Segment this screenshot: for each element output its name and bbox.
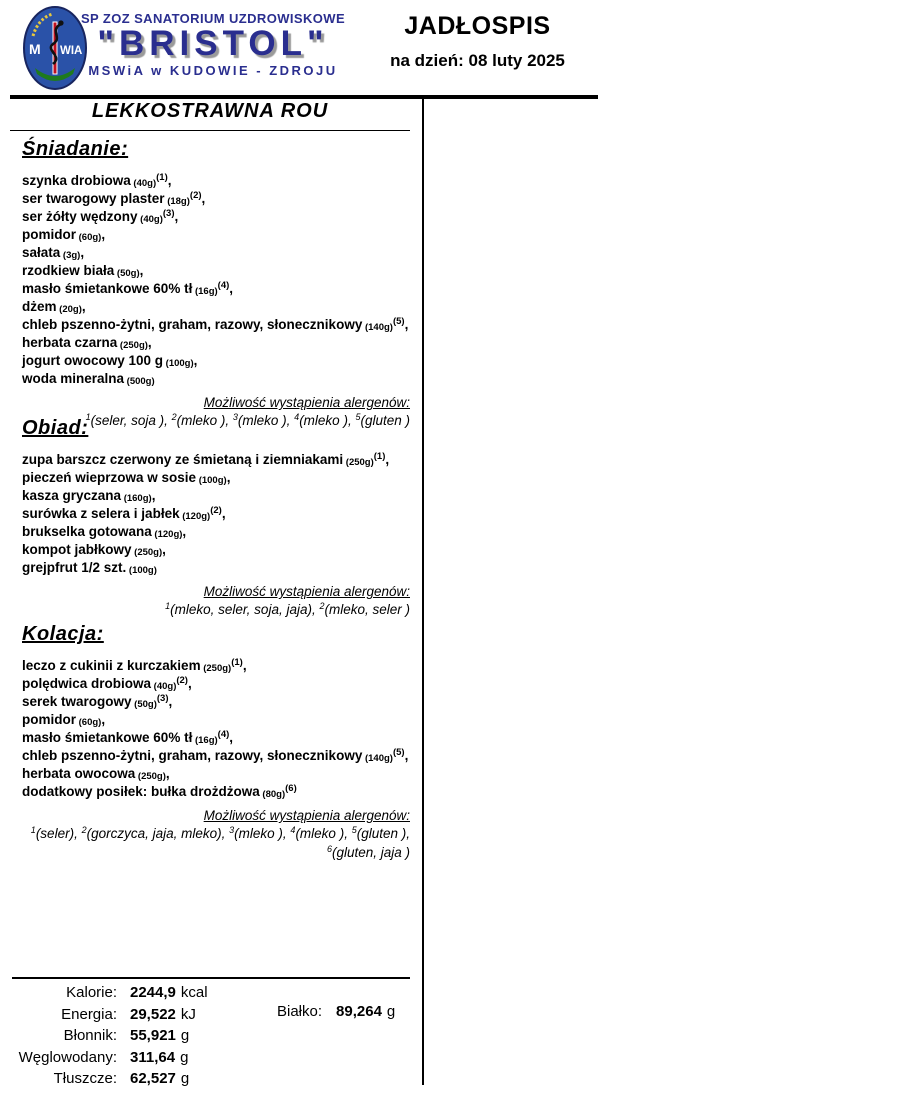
nutrition-label: Energia: bbox=[61, 1005, 117, 1023]
menu-item-allergen-ref: (4) bbox=[217, 280, 230, 291]
nutrition-row-protein bbox=[277, 1003, 395, 1020]
menu-item-separator: , bbox=[182, 524, 187, 539]
allergen-heading: Możliwość wystąpienia alergenów: bbox=[203, 584, 410, 599]
menu-item-allergen-ref: (3) bbox=[162, 208, 175, 219]
allergen-ref-number: 2 bbox=[319, 601, 325, 611]
allergen-ref-number: 5 bbox=[351, 825, 357, 835]
menu-item-name: pieczeń wieprzowa w sosie bbox=[22, 470, 197, 485]
menu-item-separator: , bbox=[101, 227, 106, 242]
menu-item-portion: (500g) bbox=[124, 376, 155, 387]
allergen-list-text: (mleko ), bbox=[176, 413, 233, 428]
allergen-line bbox=[10, 844, 410, 863]
meal-section bbox=[10, 623, 412, 863]
nutrition-divider-line bbox=[12, 977, 410, 979]
meal-item-list bbox=[22, 452, 412, 578]
menu-item bbox=[22, 560, 412, 578]
allergen-ref-number: 2 bbox=[81, 825, 87, 835]
column-divider-line bbox=[422, 97, 424, 1085]
allergen-ref-number: 6 bbox=[326, 844, 332, 854]
nutrition-value: 55,921 bbox=[130, 1027, 176, 1045]
menu-item-allergen-ref: (2) bbox=[176, 675, 188, 686]
allergen-ref-number: 4 bbox=[290, 825, 296, 835]
document-title-block bbox=[375, 12, 580, 71]
diet-title-wrap bbox=[10, 100, 410, 131]
menu-item bbox=[22, 748, 412, 766]
menu-item-name: herbata czarna bbox=[22, 335, 118, 350]
menu-item bbox=[22, 452, 412, 470]
menu-item bbox=[22, 488, 412, 506]
menu-item-name: kasza gryczana bbox=[22, 488, 122, 503]
menu-item-allergen-ref: (2) bbox=[189, 190, 202, 201]
menu-item-portion: (18g) bbox=[164, 196, 190, 207]
menu-item-name: sałata bbox=[22, 245, 61, 260]
menu-item bbox=[22, 712, 412, 730]
menu-item-name: dżem bbox=[22, 299, 57, 314]
menu-item-name: grejpfrut 1/2 szt. bbox=[22, 560, 127, 575]
organization-block bbox=[78, 11, 348, 78]
menu-item-name: rzodkiew biała bbox=[22, 263, 115, 278]
meal-section-heading: Obiad: bbox=[22, 417, 89, 439]
menu-item bbox=[22, 371, 412, 389]
menu-item bbox=[22, 299, 412, 317]
menu-item-allergen-ref: (5) bbox=[392, 316, 405, 327]
menu-item-portion: (40g) bbox=[130, 178, 157, 189]
menu-item-portion: (50g) bbox=[131, 699, 157, 710]
allergen-lines bbox=[10, 825, 410, 863]
nutrition-unit: g bbox=[180, 1070, 190, 1088]
nutrition-label: Białko: bbox=[277, 1003, 323, 1020]
allergen-block bbox=[10, 807, 412, 863]
organization-name-line1: SP ZOZ SANATORIUM UZDROWISKOWE bbox=[80, 11, 346, 26]
menu-item-separator: , bbox=[226, 470, 231, 485]
allergen-list-text: (mleko ), bbox=[295, 826, 352, 841]
document-date: na dzień: 08 luty 2025 bbox=[390, 51, 565, 70]
menu-item-separator: , bbox=[404, 748, 409, 763]
allergen-lines bbox=[10, 601, 410, 620]
menu-item-name: masło śmietankowe 60% tł bbox=[22, 730, 193, 745]
meal-item-list bbox=[22, 658, 412, 802]
document-title: JADŁOSPIS bbox=[404, 12, 551, 40]
menu-item-separator: , bbox=[167, 173, 172, 188]
nutrition-row-fat bbox=[0, 1068, 208, 1090]
menu-item-separator: , bbox=[151, 488, 156, 503]
menu-item-separator: , bbox=[81, 299, 86, 314]
menu-item-portion: (250g) bbox=[343, 457, 374, 468]
menu-item-separator: , bbox=[385, 452, 390, 467]
nutrition-row-energy bbox=[0, 1004, 208, 1026]
menu-item-portion: (40g) bbox=[137, 214, 163, 225]
organization-brand-name: "BRISTOL" bbox=[97, 24, 329, 63]
nutrition-unit: g bbox=[180, 1027, 190, 1045]
menu-item-separator: , bbox=[80, 245, 85, 260]
menu-item-portion: (120g) bbox=[179, 511, 211, 522]
menu-item-name: chleb pszenno-żytni, graham, razowy, słonecznikowy bbox=[22, 748, 363, 763]
menu-item-portion: (140g) bbox=[362, 322, 393, 333]
snake-head bbox=[58, 20, 63, 25]
menu-item-portion: (80g) bbox=[259, 789, 286, 800]
menu-item bbox=[22, 281, 412, 299]
menu-item-name: szynka drobiowa bbox=[22, 173, 131, 188]
allergen-ref-number: 1 bbox=[165, 601, 171, 611]
nutrition-row-fiber bbox=[0, 1025, 208, 1047]
menu-item bbox=[22, 676, 412, 694]
menu-item bbox=[22, 658, 412, 676]
menu-item-name: dodatkowy posiłek: bułka drożdżowa bbox=[22, 784, 260, 799]
menu-item-separator: , bbox=[101, 712, 106, 727]
allergen-heading: Możliwość wystąpienia alergenów: bbox=[203, 395, 410, 410]
meal-section bbox=[10, 417, 412, 620]
allergen-ref-number: 1 bbox=[85, 412, 91, 422]
menu-item-allergen-ref: (3) bbox=[156, 693, 169, 704]
menu-item-portion: (140g) bbox=[362, 753, 393, 764]
menu-item-portion: (250g) bbox=[117, 340, 148, 351]
menu-item-separator: , bbox=[168, 694, 173, 709]
menu-item-portion: (250g) bbox=[135, 771, 166, 782]
nutrition-label: Błonnik: bbox=[63, 1027, 117, 1045]
menu-item-allergen-ref: (5) bbox=[392, 747, 405, 758]
menu-item-separator: , bbox=[404, 317, 409, 332]
menu-item bbox=[22, 173, 412, 191]
menu-item-portion: (100g) bbox=[196, 475, 227, 486]
menu-item-portion: (120g) bbox=[151, 529, 183, 540]
menu-item-portion: (100g) bbox=[163, 358, 194, 369]
menu-item-separator: , bbox=[193, 353, 198, 368]
menu-item-name: surówka z selera i jabłek bbox=[22, 506, 180, 521]
menu-item-name: pomidor bbox=[22, 712, 76, 727]
menu-item-portion: (40g) bbox=[151, 681, 177, 692]
allergen-ref-number: 3 bbox=[229, 825, 235, 835]
allergen-line bbox=[10, 825, 410, 844]
menu-item-separator: , bbox=[242, 658, 247, 673]
header-divider-line bbox=[10, 95, 598, 99]
menu-item-portion: (16g) bbox=[192, 286, 218, 297]
nutrition-unit: g bbox=[180, 1048, 189, 1066]
menu-item bbox=[22, 784, 412, 802]
menu-item-name: woda mineralna bbox=[22, 371, 125, 386]
menu-item-portion: (20g) bbox=[56, 304, 82, 315]
menu-item-portion: (50g) bbox=[114, 268, 140, 279]
menu-item-name: serek twarogowy bbox=[22, 694, 132, 709]
menu-item-portion: (250g) bbox=[200, 663, 232, 674]
menu-item-separator: , bbox=[229, 730, 234, 745]
allergen-list-text: (gluten ), bbox=[356, 826, 410, 841]
allergen-ref-number: 5 bbox=[355, 412, 361, 422]
nutrition-value: 2244,9 bbox=[130, 984, 176, 1001]
menu-item-name: kompot jabłkowy bbox=[22, 542, 132, 557]
menu-item bbox=[22, 227, 412, 245]
menu-item bbox=[22, 506, 412, 524]
menu-item bbox=[22, 353, 412, 371]
allergen-ref-number: 3 bbox=[232, 412, 238, 422]
menu-item-name: ser żółty wędzony bbox=[22, 209, 138, 224]
menu-item-portion: (16g) bbox=[192, 735, 218, 746]
meal-section bbox=[10, 138, 412, 431]
menu-item-allergen-ref: (1) bbox=[231, 657, 243, 668]
allergen-list-text: (gluten ) bbox=[360, 413, 410, 428]
menu-item-allergen-ref: (4) bbox=[217, 729, 230, 740]
menu-item-portion: (250g) bbox=[131, 547, 163, 558]
allergen-list-text: (gorczyca, jaja, mleko), bbox=[86, 826, 230, 841]
logo-text-left: M bbox=[29, 41, 41, 57]
menu-item-separator: , bbox=[201, 191, 206, 206]
menu-item-name: herbata owocowa bbox=[22, 766, 136, 781]
menu-item bbox=[22, 263, 412, 281]
allergen-line bbox=[10, 601, 410, 620]
nutrition-label: Kalorie: bbox=[66, 984, 117, 1001]
menu-item-portion: (100g) bbox=[126, 565, 157, 576]
menu-item-name: ser twarogowy plaster bbox=[22, 191, 165, 206]
menu-item bbox=[22, 209, 412, 227]
nutrition-value: 62,527 bbox=[130, 1070, 176, 1088]
nutrition-value: 29,522 bbox=[130, 1005, 176, 1023]
menu-item-separator: , bbox=[139, 263, 144, 278]
allergen-list-text: (mleko ), bbox=[234, 826, 291, 841]
menu-item bbox=[22, 335, 412, 353]
diet-title: LEKKOSTRAWNA ROU bbox=[91, 100, 329, 122]
menu-item bbox=[22, 470, 412, 488]
nutrition-value: 89,264 bbox=[336, 1003, 382, 1020]
nutrition-unit: kJ bbox=[180, 1005, 196, 1023]
allergen-list-text: (seler, soja ), bbox=[90, 413, 172, 428]
menu-item-name: polędwica drobiowa bbox=[22, 676, 152, 691]
menu-item-allergen-ref: (6) bbox=[285, 783, 297, 794]
allergen-ref-number: 1 bbox=[30, 825, 36, 835]
meal-section-heading: Kolacja: bbox=[22, 623, 104, 645]
menu-item bbox=[22, 766, 412, 784]
menu-item-allergen-ref: (2) bbox=[210, 505, 222, 516]
menu-item-allergen-ref: (1) bbox=[373, 451, 386, 462]
allergen-ref-number: 4 bbox=[294, 412, 300, 422]
nutrition-unit: kcal bbox=[180, 984, 208, 1001]
menu-item-name: chleb pszenno-żytni, graham, razowy, słonecznikowy bbox=[22, 317, 363, 332]
allergen-block bbox=[10, 583, 412, 620]
menu-item-name: brukselka gotowana bbox=[22, 524, 152, 539]
menu-item-separator: , bbox=[162, 542, 166, 557]
menu-item bbox=[22, 524, 412, 542]
menu-item-portion: (160g) bbox=[121, 493, 152, 504]
nutrition-summary bbox=[0, 982, 208, 1090]
menu-item-separator: , bbox=[229, 281, 234, 296]
menu-item-separator: , bbox=[174, 209, 179, 224]
menu-item bbox=[22, 542, 412, 560]
menu-item-name: masło śmietankowe 60% tł bbox=[22, 281, 193, 296]
allergen-list-text: (seler), bbox=[35, 826, 82, 841]
menu-item-separator: , bbox=[165, 766, 170, 781]
meal-item-list bbox=[22, 173, 412, 389]
menu-item-portion: (60g) bbox=[76, 232, 102, 243]
menu-item-allergen-ref: (1) bbox=[156, 172, 168, 183]
menu-item-portion: (60g) bbox=[76, 717, 102, 728]
menu-item bbox=[22, 245, 412, 263]
allergen-list-text: (mleko, seler ) bbox=[324, 602, 410, 617]
allergen-list-text: (mleko ), bbox=[237, 413, 295, 428]
menu-item-portion: (3g) bbox=[60, 250, 81, 261]
organization-name-line2: MSWiA w KUDOWIE - ZDROJU bbox=[88, 63, 338, 78]
allergen-ref-number: 2 bbox=[171, 412, 177, 422]
allergen-list-text: (mleko, seler, soja, jaja), bbox=[170, 602, 320, 617]
menu-item-name: leczo z cukinii z kurczakiem bbox=[22, 658, 201, 673]
allergen-heading: Możliwość wystąpienia alergenów: bbox=[203, 808, 410, 823]
menu-item bbox=[22, 730, 412, 748]
meal-section-heading: Śniadanie: bbox=[22, 138, 129, 160]
nutrition-row-calories bbox=[0, 982, 208, 1004]
nutrition-label: Węglowodany: bbox=[18, 1048, 117, 1066]
allergen-list-text: (gluten, jaja ) bbox=[331, 845, 410, 860]
nutrition-row-carbs bbox=[0, 1047, 208, 1069]
nutrition-label: Tłuszcze: bbox=[53, 1070, 117, 1088]
menu-item bbox=[22, 191, 412, 209]
menu-item bbox=[22, 317, 412, 335]
nutrition-unit: g bbox=[386, 1003, 396, 1020]
nutrition-value: 311,64 bbox=[130, 1048, 176, 1066]
menu-item-separator: , bbox=[147, 335, 152, 350]
menu-item-name: zupa barszcz czerwony ze śmietaną i ziemniakami bbox=[22, 452, 344, 467]
menu-item-separator: , bbox=[221, 506, 226, 521]
menu-item-name: jogurt owocowy 100 g bbox=[22, 353, 164, 368]
logo-text-right: WIA bbox=[60, 45, 83, 57]
menu-item bbox=[22, 694, 412, 712]
menu-item-separator: , bbox=[187, 676, 192, 691]
allergen-list-text: (mleko ), bbox=[299, 413, 356, 428]
menu-item-name: pomidor bbox=[22, 227, 76, 242]
